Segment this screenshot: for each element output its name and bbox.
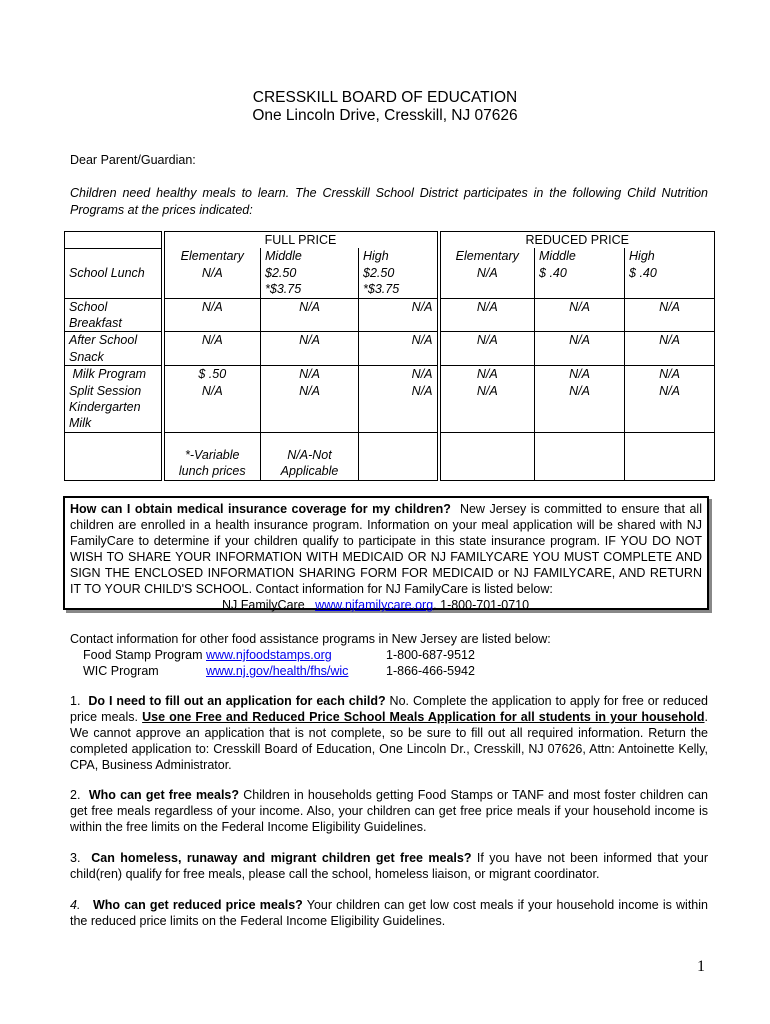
lunch-middle-price: $2.50 *$3.75 [265, 265, 302, 297]
full-price-header: FULL PRICE [163, 232, 439, 249]
split-session-label: Split Session Kindergarten Milk [69, 383, 142, 431]
contacts-section [70, 631, 551, 679]
table-corner [65, 232, 163, 249]
insurance-body: New Jersey is committed to ensure that all children are enrolled in a health insurance program. Information on your meal application will be shared with NJ FamilyCare to determine if your children qualify to participate in this state insurance program. IF YOU DO NOT WISH TO SHARE YOUR INFORMATION WITH MEDICAID OR NJ FAMILYCARE YOU MUST COMPLETE AND SIGN THE ENCLOSED INFORMATION SHARING FORM FOR MEDICAID or NJ FAMILYCARE, AND RETURN IT TO YOUR CHILD'S SCHOOL. Contact information for NJ FamilyCare is listed below: [70, 502, 702, 596]
row-milk-split: Milk Program Split Session Kindergarten Milk $ .50 N/A N/A N/A N/A N/A N/A N/A N/A N/A N/A N/A [65, 366, 715, 433]
familycare-link[interactable]: www.njfamilycare.org [315, 598, 434, 612]
cell-lunch-full-elem: Elementary N/A [163, 248, 261, 298]
row-snack: After School Snack N/A N/A N/A N/A N/A N/A [65, 332, 715, 366]
price-table [64, 231, 715, 481]
milk-program-label: Milk Program [69, 367, 147, 382]
page-number: 1 [697, 958, 705, 975]
insurance-box [63, 496, 709, 610]
reduced-price-header: REDUCED PRICE [439, 232, 715, 249]
intro-paragraph: Children need healthy meals to learn. The Cresskill School District participates in the following Child Nutrition Programs at the prices indicated: [70, 186, 708, 217]
row-breakfast: School Breakfast N/A N/A N/A N/A N/A N/A [65, 298, 715, 332]
food-stamp-link[interactable]: www.njfoodstamps.org [206, 648, 332, 662]
cell-lunch-full-middle: Middle $2.50 *$3.75 [261, 248, 359, 298]
faq-1-underline: Use one Free and Reduced Price School Meals Application for all students in your household [142, 710, 705, 724]
cell-lunch-red-high: High $ .40 [625, 248, 715, 298]
contact-food-stamp: Food Stamp Program www.njfoodstamps.org 1-800-687-9512 [83, 648, 475, 662]
row-label-lunch: School Lunch [65, 248, 163, 298]
lunch-high-price: $2.50 *$3.75 [363, 265, 400, 297]
familycare-label: NJ FamilyCare [222, 598, 305, 612]
salutation: Dear Parent/Guardian: [70, 153, 196, 167]
faq-2-question: Who can get free meals? [88, 788, 240, 802]
cell-lunch-full-high: High $2.50 *$3.75 [359, 248, 439, 298]
note-na: N/A-Not Applicable [261, 432, 359, 480]
org-title: CRESSKILL BOARD OF EDUCATION [252, 89, 518, 106]
faq-4-question: Who can get reduced price meals? [92, 898, 303, 912]
row-notes [65, 432, 715, 480]
faq-2: 2. Who can get free meals? Children in households getting Food Stamps or TANF and most foster children can get free meals regardless of your income. Also, your children can get free price meals if your household income is within the free limits on the Federal Income Eligibility Guidelines. [70, 788, 709, 834]
faq-4: 4. Who can get reduced price meals? Your children can get low cost meals if your household income is within the reduced price limits on the Federal Income Eligibility Guidelines. [70, 898, 708, 928]
contacts-intro: Contact information for other food assistance programs in New Jersey are listed below: [70, 632, 551, 646]
org-address: One Lincoln Drive, Cresskill, NJ 07626 [252, 107, 518, 124]
faq-1-question: Do I need to fill out an application for each child? [88, 694, 386, 708]
faq-3-question: Can homeless, runaway and migrant children get free meals? [91, 851, 472, 865]
cell-lunch-red-middle: Middle $ .40 [535, 248, 625, 298]
faq-3: 3. Can homeless, runaway and migrant children get free meals? If you have not been informed that your child(ren) qualify for free meals, please call the school, homeless liaison, or migrant coordinator. [70, 851, 708, 881]
insurance-question: How can I obtain medical insurance coverage for my children? [70, 502, 451, 516]
familycare-phone: . 1-800-701-0710 [433, 598, 530, 612]
faq-1: 1. Do I need to fill out an application for each child? No. Complete the application to apply for free or reduced price meals. Use one Free and Reduced Price School Meals Application for all students in your household. We cannot approve an application that is not complete, so be sure to fill out all required information. Return the completed application to: Cresskill Board of Education, One Lincoln Dr., Cresskill, NJ 07626, Attn: Antoinette Kelly, CPA, Business Administrator. [70, 694, 708, 772]
contact-wic: WIC Program www.nj.gov/health/fhs/wic 1-866-466-5942 [83, 664, 475, 678]
wic-link[interactable]: www.nj.gov/health/fhs/wic [206, 664, 349, 678]
cell-lunch-red-elem: Elementary N/A [439, 248, 535, 298]
note-variable: *-Variable lunch prices [163, 432, 261, 480]
